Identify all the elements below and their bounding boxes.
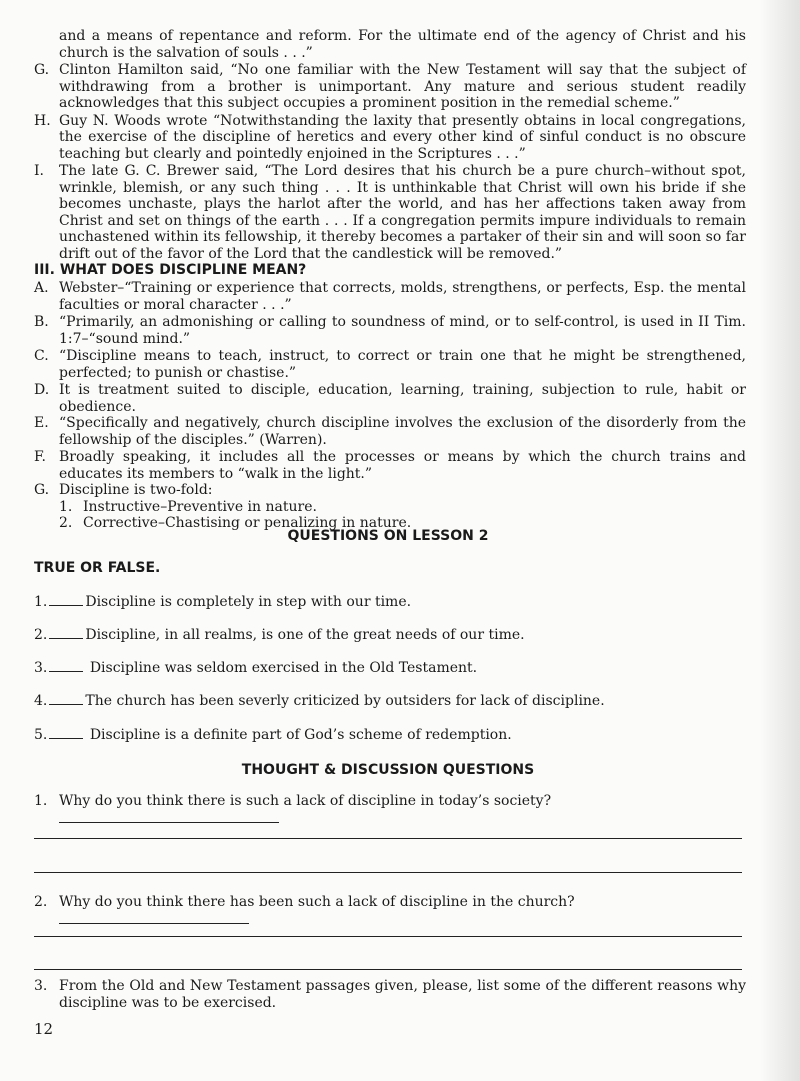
true-false-item [34, 660, 746, 677]
definition-item [34, 314, 746, 347]
quote-list [34, 62, 746, 262]
page-number: 12 [34, 1020, 54, 1038]
answer-blank[interactable] [49, 694, 83, 705]
answer-line[interactable] [34, 872, 742, 873]
definition-label: G. [34, 482, 50, 498]
quote-text: The late G. C. Brewer said, “The Lord desires that his church be a pure church–without spot, wrinkle, blemish, or any such thing . . . It is unthinkable that Christ will own his bride if she becomes unchaste, plays the harlot after the world, and has her affections taken away from Christ and set on things of the earth . . . If a congregation permits impure individuals to remain unchastened within its fellowship, it thereby becomes a partaker of their sin and will soon so far drift out of the favor of the Lord that the candlestick will be removed.” [59, 163, 746, 262]
discussion-question [34, 793, 746, 827]
true-false-item [34, 594, 746, 611]
question-number: 1. [34, 793, 48, 809]
definition-item [34, 382, 746, 415]
definition-item [34, 482, 746, 499]
quote-text: Guy N. Woods wrote “Notwithstanding the laxity that presently obtains in local congregations, the exercise of the discipline of heretics and every other kind of sinful conduct is no obscure teaching but clearly and pointedly enjoined in the Scriptures . . .” [59, 112, 746, 162]
definition-text: It is treatment suited to disciple, education, learning, training, subjection to rule, habit or obedience. [59, 382, 746, 415]
answer-line[interactable] [59, 810, 279, 823]
definition-subitem [34, 499, 746, 516]
tf-statement: Discipline, in all realms, is one of the great needs of our time. [85, 627, 525, 643]
definition-item [34, 449, 746, 482]
section-heading: III. WHAT DOES DISCIPLINE MEAN? [34, 262, 307, 278]
quote-item [34, 62, 746, 112]
definition-label: A. [34, 280, 49, 296]
subitem-text: Corrective–Chastising or penalizing in nature. [83, 515, 412, 531]
continuation-paragraph [34, 28, 746, 61]
definition-label: E. [34, 415, 49, 431]
definition-label: F. [34, 449, 46, 465]
discussion-question [34, 894, 746, 928]
quote-item [34, 113, 746, 163]
question-number: 3. [34, 978, 48, 994]
subitem-text: Instructive–Preventive in nature. [83, 498, 317, 515]
tf-statement: The church has been severly criticized by outsiders for lack of discipline. [85, 693, 605, 709]
subitem-label: 1. [59, 498, 73, 515]
definition-item [34, 348, 746, 381]
quote-text: Clinton Hamilton said, “No one familiar with the New Testament will say that the subject of withdrawing from a brother is unimportant. Any mature and serious student readily acknowledges that this subject occupies a prominent position in the remedial scheme.” [59, 62, 746, 111]
definition-text: “Specifically and negatively, church discipline involves the exclusion of the disorderly from the fellowship of the disciples.” (Warren). [59, 415, 746, 448]
definition-item [34, 415, 746, 448]
page-edge-shadow [760, 0, 800, 1081]
tf-number: 1. [34, 594, 48, 610]
answer-line[interactable] [34, 838, 742, 839]
continuation-text: and a means of repentance and reform. For the ultimate end of the agency of Christ and his church is the salvation of souls . . .” [59, 28, 746, 61]
answer-line[interactable] [34, 969, 742, 970]
definition-label: B. [34, 314, 49, 330]
tf-number: 2. [34, 627, 48, 643]
definition-text: Discipline is two-fold: [59, 482, 213, 498]
questions-title: QUESTIONS ON LESSON 2 [287, 528, 489, 544]
quote-label: H. [34, 112, 51, 129]
question-text: From the Old and New Testament passages given, please, list some of the different reasons why discipline was to be exercised. [59, 978, 746, 1011]
definition-text: “Discipline means to teach, instruct, to correct or train one that he might be strengthened, perfected; to punish or chastise.” [59, 348, 746, 381]
definition-list [34, 280, 746, 532]
answer-blank[interactable] [49, 661, 83, 672]
true-false-item [34, 727, 746, 744]
quote-label: G. [34, 62, 50, 78]
question-text: Why do you think there has been such a lack of discipline in the church? [59, 894, 575, 910]
true-false-item [34, 693, 746, 710]
quote-label: I. [34, 163, 44, 179]
question-text: Why do you think there is such a lack of discipline in today’s society? [59, 793, 552, 809]
definition-label: D. [34, 382, 50, 398]
answer-line[interactable] [59, 911, 249, 924]
tf-statement: Discipline is a definite part of God’s scheme of redemption. [89, 727, 512, 743]
true-false-heading: TRUE OR FALSE. [34, 560, 161, 576]
definition-text: Broadly speaking, it includes all the processes or means by which the church trains and educates its members to “walk in the light.” [59, 449, 746, 482]
discussion-heading: THOUGHT & DISCUSSION QUESTIONS [241, 762, 535, 778]
subitem-label: 2. [59, 515, 73, 531]
answer-blank[interactable] [49, 628, 83, 639]
tf-statement: Discipline is completely in step with our time. [85, 594, 412, 610]
tf-number: 3. [34, 660, 48, 676]
quote-item [34, 163, 746, 262]
answer-blank[interactable] [49, 595, 83, 606]
answer-line[interactable] [34, 936, 742, 937]
tf-number: 4. [34, 693, 48, 709]
tf-statement: Discipline was seldom exercised in the Old Testament. [89, 660, 478, 676]
discussion-question [34, 978, 746, 1011]
definition-item [34, 280, 746, 313]
question-number: 2. [34, 894, 48, 910]
true-false-item [34, 627, 746, 644]
answer-blank[interactable] [49, 728, 83, 739]
definition-text: Webster–“Training or experience that corrects, molds, strengthens, or perfects, Esp. the mental faculties or moral character . . .” [59, 280, 746, 313]
definition-text: “Primarily, an admonishing or calling to soundness of mind, or to self-control, is used in II Tim. 1:7–“sound mind.” [59, 314, 746, 347]
tf-number: 5. [34, 727, 48, 743]
definition-label: C. [34, 348, 49, 364]
